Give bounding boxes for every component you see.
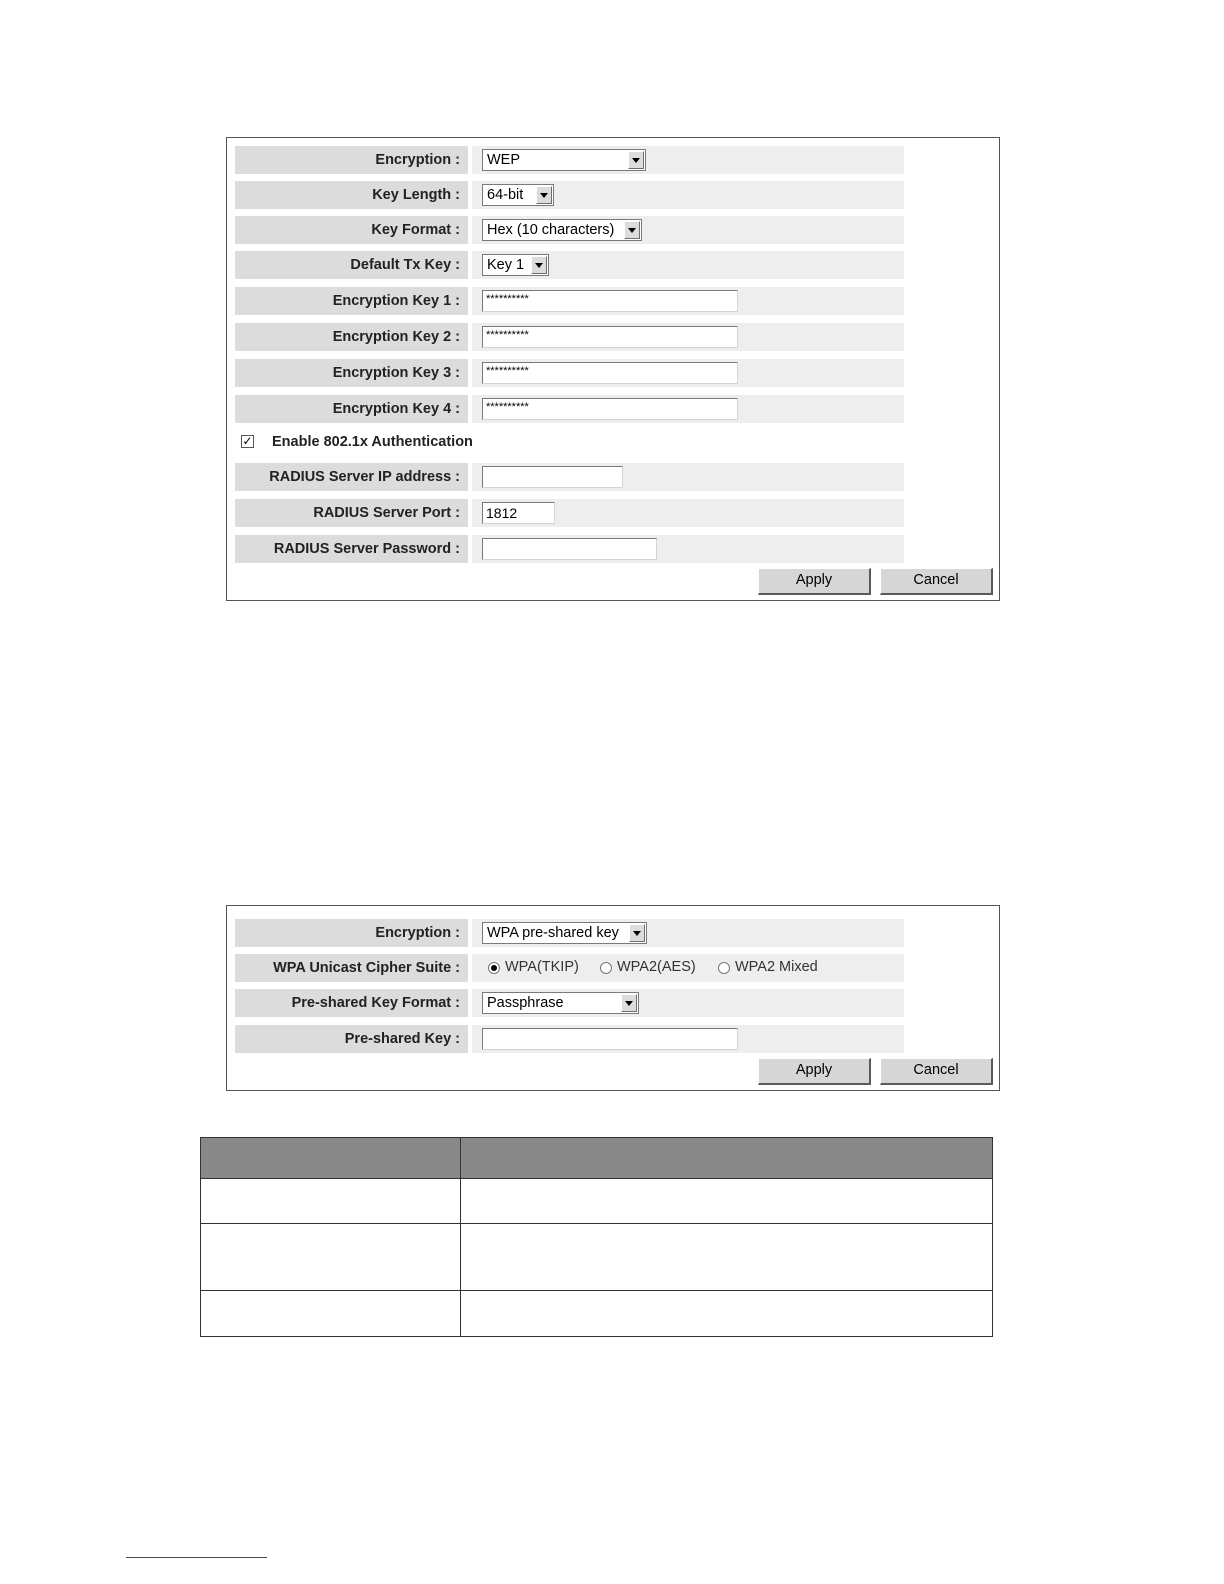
radio-wpa2-mixed-label: WPA2 Mixed xyxy=(735,959,818,975)
encryption-row xyxy=(235,146,905,174)
radius-password-row xyxy=(235,535,905,563)
key-format-row xyxy=(235,216,905,244)
key-length-label: Key Length : xyxy=(235,181,468,209)
encryption-label: Encryption : xyxy=(235,146,468,174)
cancel-button[interactable]: Cancel xyxy=(880,568,993,595)
apply-button[interactable]: Apply xyxy=(758,1058,871,1085)
encryption-key-4-row xyxy=(235,395,905,423)
encryption-key-4-input[interactable]: ********** xyxy=(482,398,738,420)
radius-port-input[interactable]: 1812 xyxy=(482,502,555,524)
table-cell xyxy=(461,1224,993,1291)
enable-8021x-label: Enable 802.1x Authentication xyxy=(272,434,473,450)
psk-input[interactable] xyxy=(482,1028,738,1050)
encryption-key-1-label: Encryption Key 1 : xyxy=(235,287,468,315)
psk-label: Pre-shared Key : xyxy=(235,1025,468,1053)
encryption-key-1-row xyxy=(235,287,905,315)
table-cell xyxy=(461,1291,993,1337)
key-format-label: Key Format : xyxy=(235,216,468,244)
table-row xyxy=(201,1291,993,1337)
encryption-key-3-input[interactable]: ********** xyxy=(482,362,738,384)
chevron-down-icon xyxy=(629,924,645,942)
radio-wpa-tkip[interactable] xyxy=(488,962,500,974)
table-header-cell xyxy=(201,1138,461,1179)
psk-format-label: Pre-shared Key Format : xyxy=(235,989,468,1017)
encryption-key-2-input[interactable]: ********** xyxy=(482,326,738,348)
radio-wpa-tkip-label: WPA(TKIP) xyxy=(505,959,579,975)
psk-format-select[interactable]: Passphrase xyxy=(482,992,639,1014)
encryption-select[interactable]: WPA pre-shared key xyxy=(482,922,647,944)
radio-wpa2-aes[interactable] xyxy=(600,962,612,974)
encryption-select[interactable]: WEP xyxy=(482,149,646,171)
encryption-row xyxy=(235,919,905,947)
default-tx-key-row xyxy=(235,251,905,279)
table-row xyxy=(201,1224,993,1291)
chevron-down-icon xyxy=(624,221,640,239)
cancel-button[interactable]: Cancel xyxy=(880,1058,993,1085)
default-tx-key-select[interactable]: Key 1 xyxy=(482,254,549,276)
radio-wpa2-mixed[interactable] xyxy=(718,962,730,974)
radius-password-label: RADIUS Server Password : xyxy=(235,535,468,563)
cipher-suite-row xyxy=(235,954,905,982)
table-row xyxy=(201,1179,993,1224)
table-header-row xyxy=(201,1138,993,1179)
chevron-down-icon xyxy=(536,186,552,204)
radio-wpa2-aes-label: WPA2(AES) xyxy=(617,959,696,975)
chevron-down-icon xyxy=(628,151,644,169)
default-tx-key-label: Default Tx Key : xyxy=(235,251,468,279)
key-length-row xyxy=(235,181,905,209)
table-cell xyxy=(201,1224,461,1291)
wpa-settings-panel xyxy=(226,905,1000,1091)
encryption-key-2-row xyxy=(235,323,905,351)
description-table xyxy=(200,1137,993,1337)
key-format-select[interactable]: Hex (10 characters) xyxy=(482,219,642,241)
enable-8021x-checkbox[interactable]: ✓ xyxy=(242,434,253,448)
chevron-down-icon xyxy=(531,256,547,274)
radius-port-label: RADIUS Server Port : xyxy=(235,499,468,527)
chevron-down-icon xyxy=(621,994,637,1012)
psk-row xyxy=(235,1025,905,1053)
cipher-suite-label: WPA Unicast Cipher Suite : xyxy=(235,954,468,982)
encryption-key-4-label: Encryption Key 4 : xyxy=(235,395,468,423)
radius-ip-row xyxy=(235,463,905,491)
radius-port-row xyxy=(235,499,905,527)
table-header-cell xyxy=(461,1138,993,1179)
encryption-key-2-label: Encryption Key 2 : xyxy=(235,323,468,351)
encryption-label: Encryption : xyxy=(235,919,468,947)
psk-format-row xyxy=(235,989,905,1017)
table-cell xyxy=(201,1291,461,1337)
radius-password-input[interactable] xyxy=(482,538,657,560)
apply-button[interactable]: Apply xyxy=(758,568,871,595)
radius-ip-label: RADIUS Server IP address : xyxy=(235,463,468,491)
encryption-key-3-label: Encryption Key 3 : xyxy=(235,359,468,387)
table-cell xyxy=(201,1179,461,1224)
encryption-key-1-input[interactable]: ********** xyxy=(482,290,738,312)
key-length-select[interactable]: 64-bit xyxy=(482,184,554,206)
table-cell xyxy=(461,1179,993,1224)
wep-settings-panel xyxy=(226,137,1000,601)
encryption-key-3-row xyxy=(235,359,905,387)
footer-divider xyxy=(126,1557,267,1558)
radius-ip-input[interactable] xyxy=(482,466,623,488)
